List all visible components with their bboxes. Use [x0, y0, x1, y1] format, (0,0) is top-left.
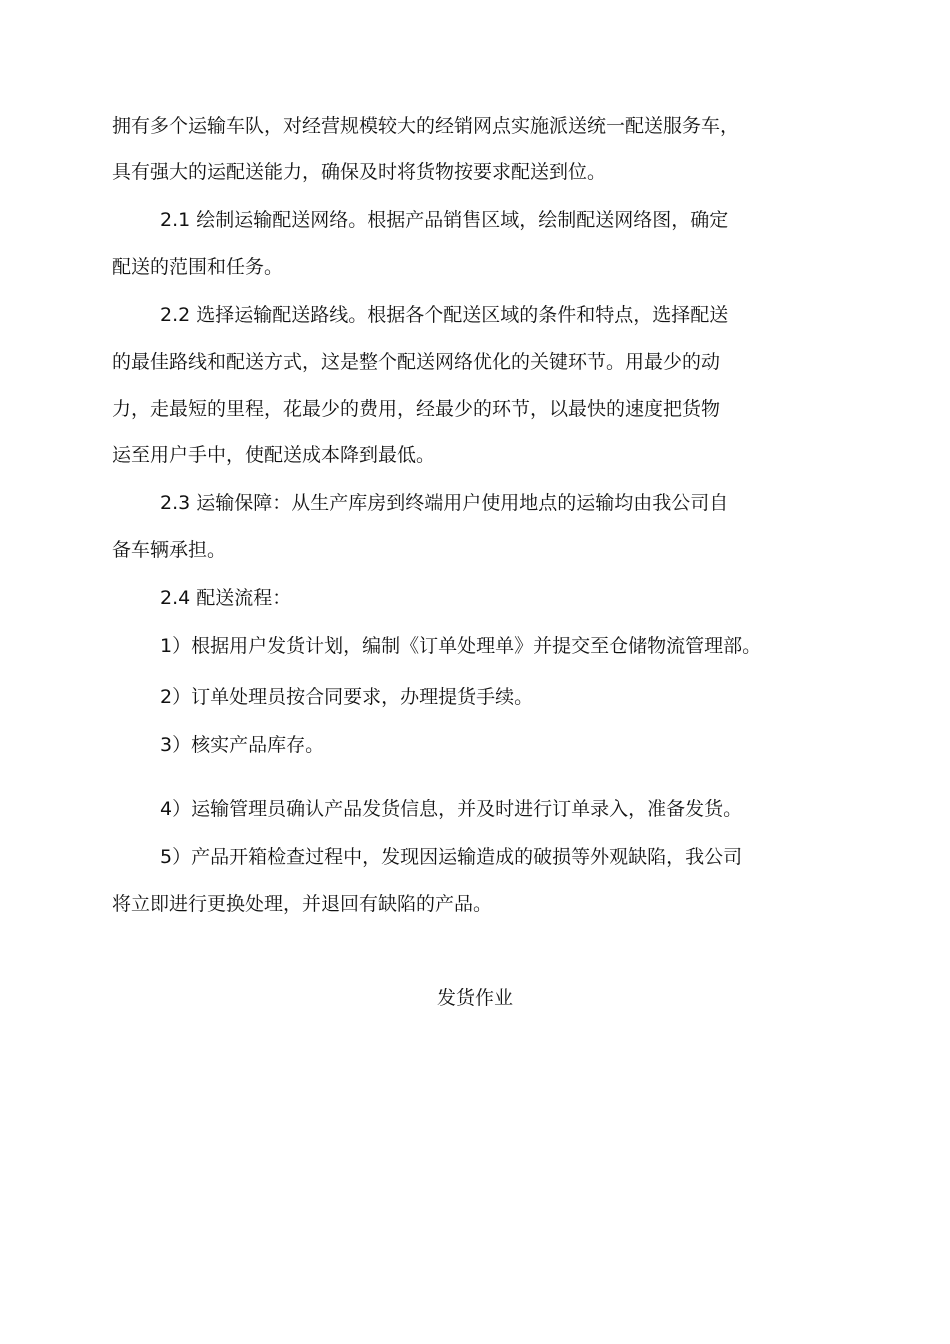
section-heading: 发货作业	[436, 987, 513, 1009]
flow-step-1: 1）根据用户发货计划，编制《订单处理单》并提交至仓储物流管理部。	[160, 635, 762, 657]
section-2-1-line-1: 2.1 绘制运输配送网络。根据产品销售区域，绘制配送网络图，确定	[160, 209, 729, 231]
flow-step-2: 2）订单处理员按合同要求，办理提货手续。	[160, 686, 534, 708]
section-2-2-line-2: 的最佳路线和配送方式，这是整个配送网络优化的关键环节。用最少的动	[112, 351, 721, 373]
intro-line-1: 拥有多个运输车队，对经营规模较大的经销网点实施派送统一配送服务车，	[112, 115, 740, 137]
flow-step-3: 3）核实产品库存。	[160, 734, 325, 756]
flow-step-4: 4）运输管理员确认产品发货信息，并及时进行订单录入，准备发货。	[160, 798, 743, 820]
section-2-2-line-3: 力，走最短的里程，花最少的费用，经最少的环节，以最快的速度把货物	[112, 398, 721, 420]
section-2-3-line-1: 2.3 运输保障：从生产库房到终端用户使用地点的运输均由我公司自	[160, 492, 729, 514]
section-2-2-line-1: 2.2 选择运输配送路线。根据各个配送区域的条件和特点，选择配送	[160, 304, 729, 326]
section-2-4-title: 2.4 配送流程：	[160, 587, 292, 609]
flow-step-5-line-2: 将立即进行更换处理，并退回有缺陷的产品。	[112, 893, 493, 915]
flow-step-5-line-1: 5）产品开箱检查过程中，发现因运输造成的破损等外观缺陷，我公司	[160, 846, 743, 868]
section-2-2-line-4: 运至用户手中，使配送成本降到最低。	[112, 444, 436, 466]
section-2-1-line-2: 配送的范围和任务。	[112, 256, 284, 278]
intro-line-2: 具有强大的运配送能力，确保及时将货物按要求配送到位。	[112, 161, 607, 183]
section-2-3-line-2: 备车辆承担。	[112, 539, 227, 561]
